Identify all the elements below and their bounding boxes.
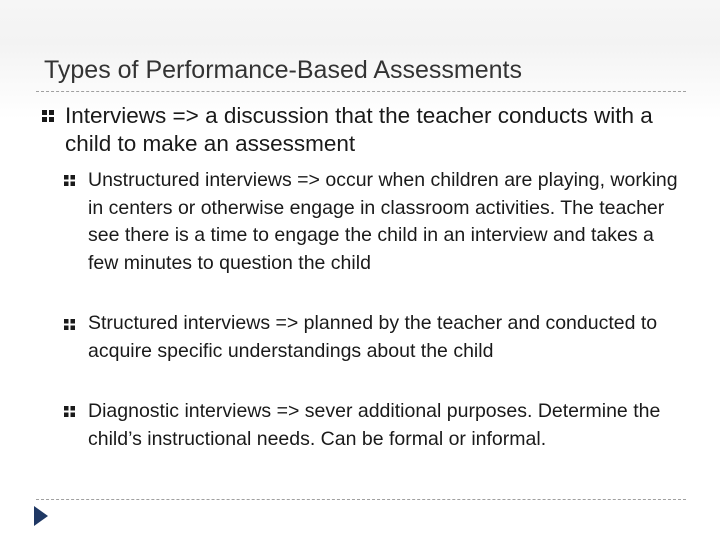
dingbat-square-bullet-icon bbox=[64, 406, 75, 417]
footer-divider bbox=[36, 499, 686, 500]
dingbat-square-bullet-icon bbox=[64, 175, 75, 186]
main-bullet-text: Interviews => a discussion that the teacher conducts with a child to make an assessment bbox=[65, 103, 653, 156]
dingbat-square-bullet-icon bbox=[64, 319, 75, 330]
slide-title: Types of Performance-Based Assessments bbox=[44, 56, 522, 84]
sub-bullet-structured: Structured interviews => planned by the teacher and conducted to acquire specific understandings about the child bbox=[88, 312, 658, 362]
play-arrow-icon bbox=[34, 506, 48, 526]
sub-bullet-diagnostic: Diagnostic interviews => sever additional purposes. Determine the child’s instructional needs. Can be formal or informal. bbox=[88, 400, 661, 450]
sub-bullet-unstructured: Unstructured interviews => occur when children are playing, working in centers or otherwise engage in classroom activities. The teacher see there is a time to engage the child in an interview and takes a few minutes to question the child bbox=[88, 169, 678, 274]
dingbat-square-bullet-icon bbox=[42, 110, 54, 122]
title-divider bbox=[36, 91, 686, 92]
